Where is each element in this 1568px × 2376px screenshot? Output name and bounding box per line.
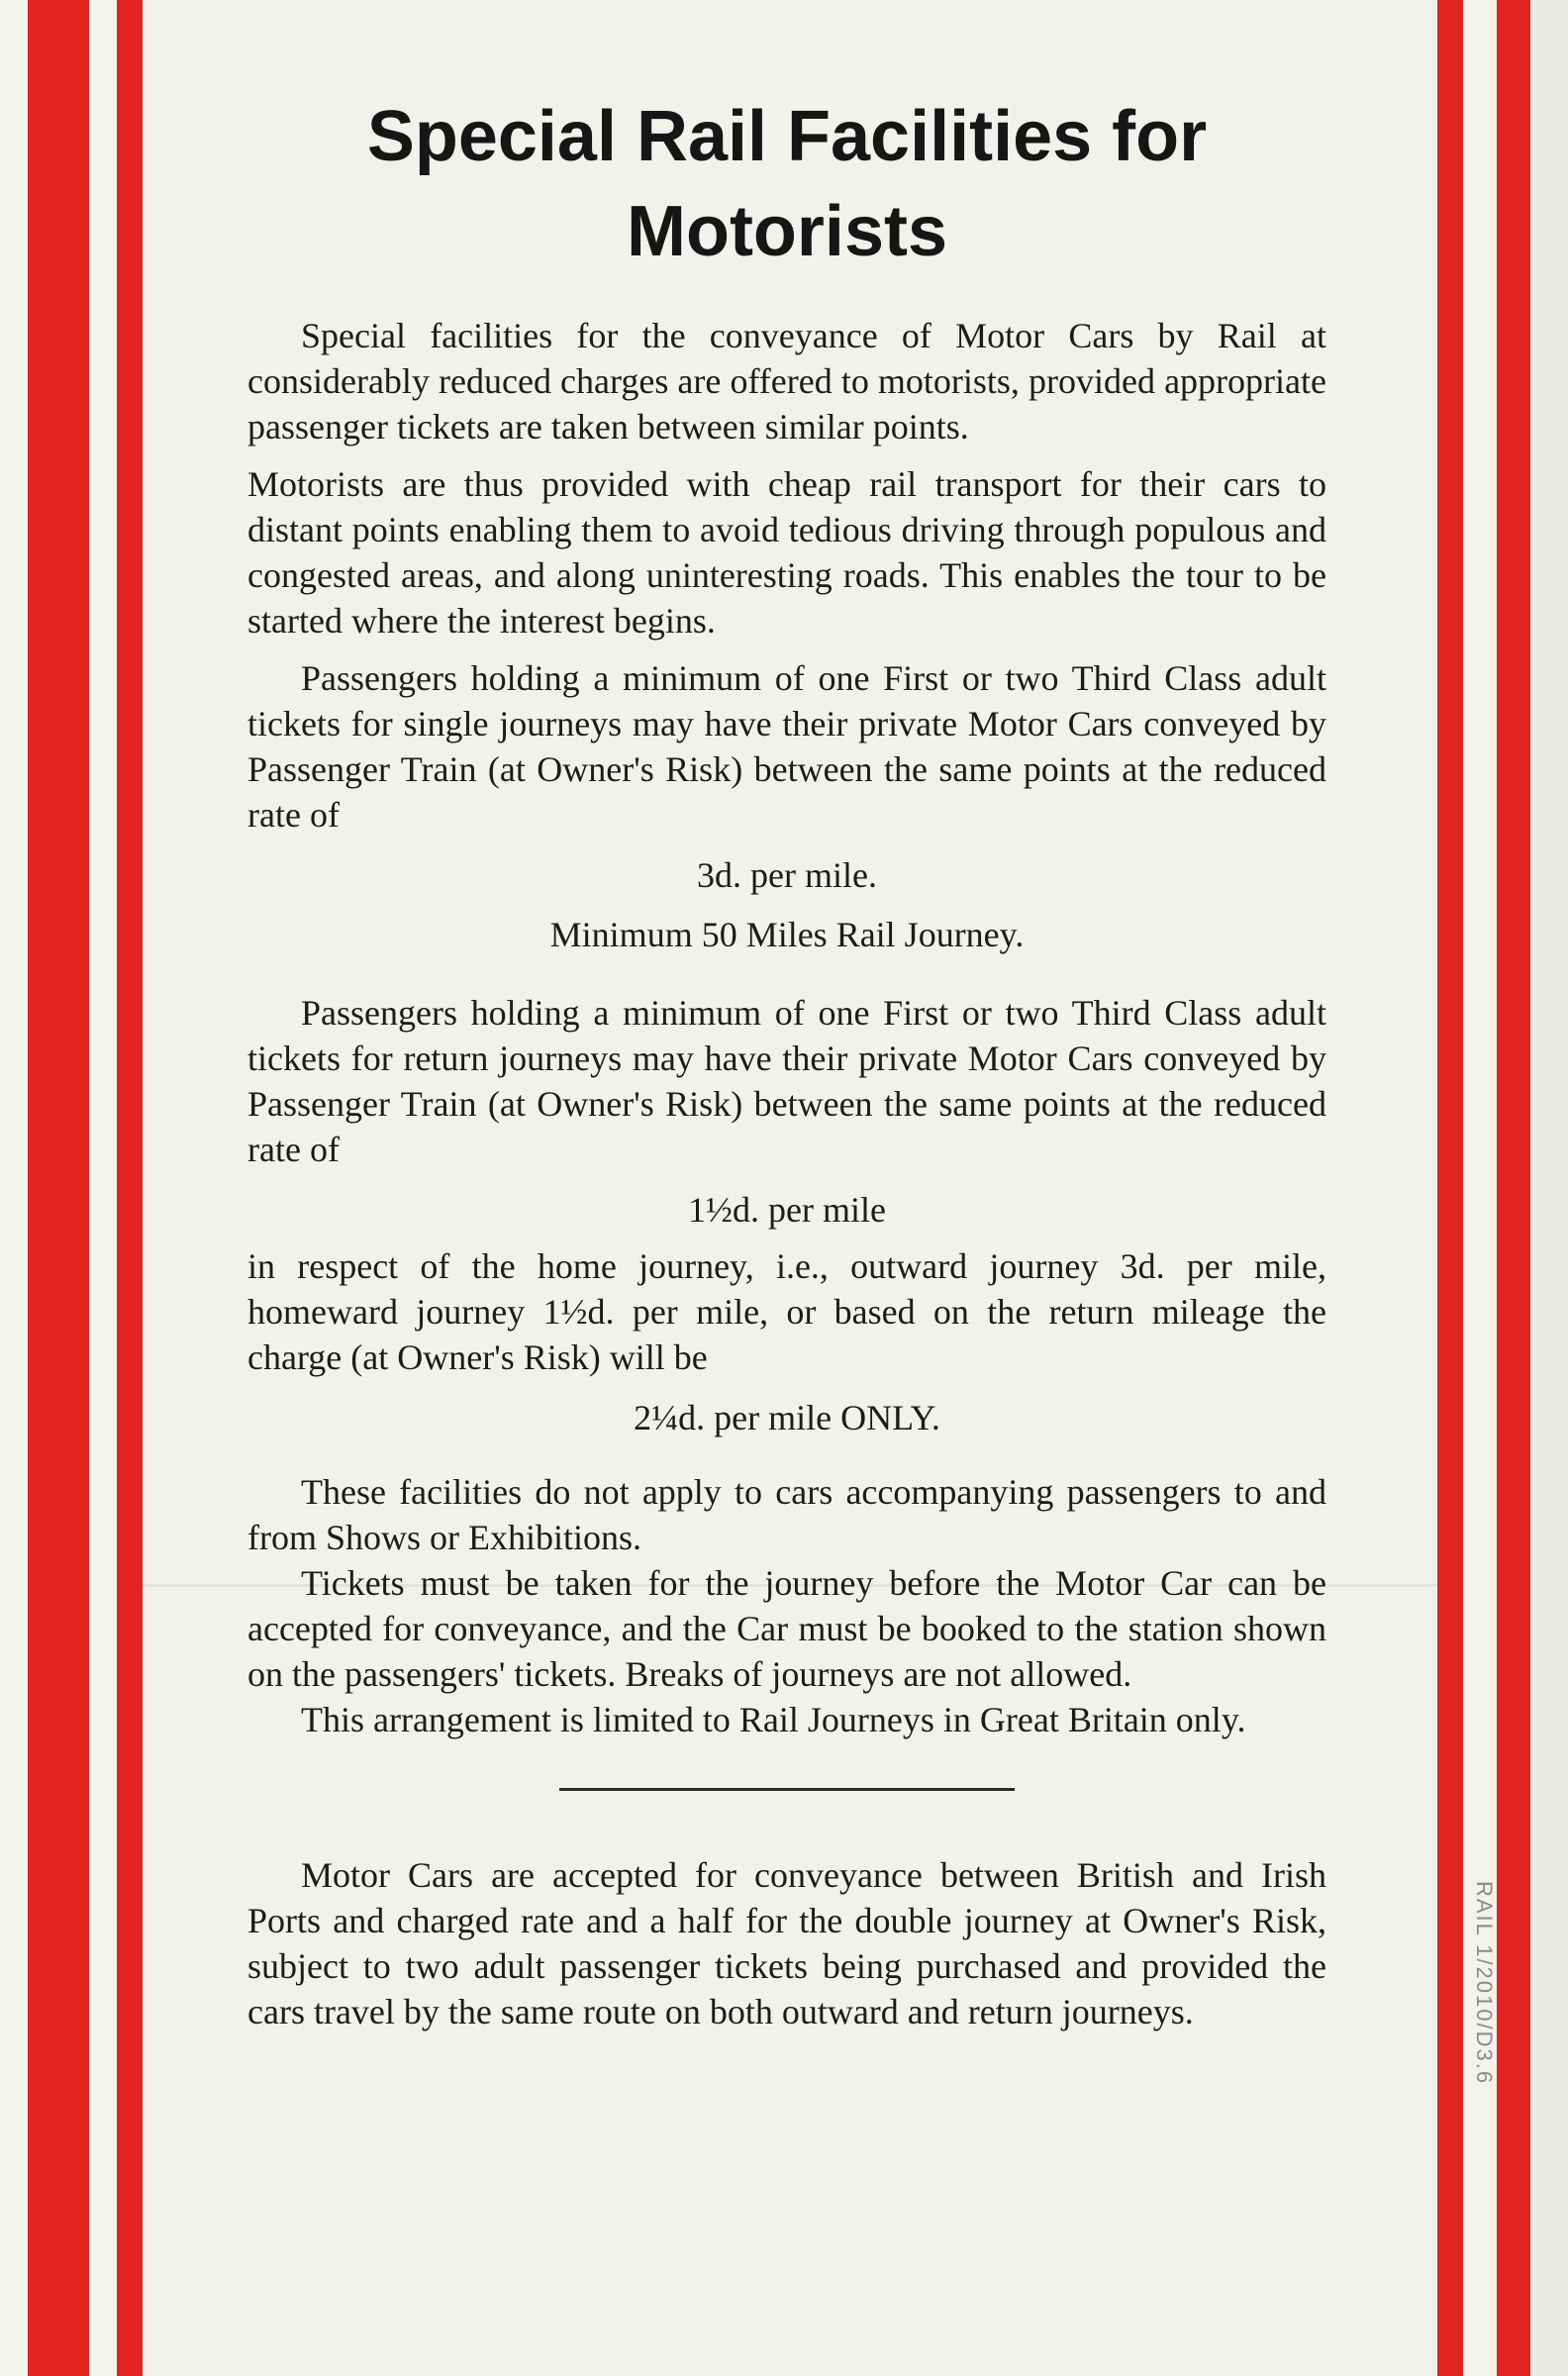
red-border-right-outer bbox=[1497, 0, 1530, 2376]
page-title: Special Rail Facilities for Motorists bbox=[366, 97, 1208, 271]
paragraph-single-journeys: Passengers holding a minimum of one First or two Third Class adult tickets for single journeys may have their private Motor Cars conveyed by Passenger Train (at Owner's Risk) between the same points at the reduced rate of bbox=[247, 658, 1326, 835]
rate-total: 2¼d. per mile ONLY. bbox=[634, 1398, 940, 1437]
minimum-distance-note: Minimum 50 Miles Rail Journey. bbox=[549, 915, 1025, 954]
page-margin-right bbox=[1530, 0, 1568, 2376]
red-border-left-outer bbox=[28, 0, 89, 2376]
paragraph-exclusions: These facilities do not apply to cars accompanying passengers to and from Shows or Exhibitions. bbox=[247, 1472, 1326, 1557]
paragraph-intro: Special facilities for the conveyance of Motor Cars by Rail at considerably reduced charges are offered to motorists, provided appropriate passenger tickets are taken between similar points. bbox=[247, 316, 1326, 446]
paragraph-return-journeys: Passengers holding a minimum of one First or two Third Class adult tickets for return journeys may have their private Motor Cars conveyed by Passenger Train (at Owner's Risk) between the same points at the reduced rate of bbox=[247, 993, 1326, 1169]
paragraph-irish-ports: Motor Cars are accepted for conveyance between British and Irish Ports and charged rate and a half for the double journey at Owner's Risk, subject to two adult passenger tickets being purchased and provided the cars travel by the same route on both outward and return journeys. bbox=[247, 1855, 1326, 2031]
leaflet-content bbox=[247, 89, 1326, 2046]
page-margin-left bbox=[0, 0, 28, 2376]
paragraph-home-journey: in respect of the home journey, i.e., outward journey 3d. per mile, homeward journey 1½d. per mile, or based on the return mileage the charge (at Owner's Risk) will be bbox=[247, 1246, 1326, 1377]
archive-reference-mark: RAIL 1/2010/D3.6 bbox=[1472, 1881, 1497, 2086]
paragraph-ticket-rules: Tickets must be taken for the journey before the Motor Car can be accepted for conveyance, and the Car must be booked to the station shown on the passengers' tickets. Breaks of journeys are not allowed. bbox=[247, 1563, 1326, 1694]
paragraph-great-britain: This arrangement is limited to Rail Journeys in Great Britain only. bbox=[301, 1700, 1246, 1739]
section-divider bbox=[559, 1788, 1015, 1791]
red-border-right-inner bbox=[1437, 0, 1463, 2376]
paragraph-benefits: Motorists are thus provided with cheap rail transport for their cars to distant points enabling them to avoid tedious driving through populous and congested areas, and along uninteresting roads. This enables the tour to be started where the interest begins. bbox=[247, 464, 1326, 641]
rate-return: 1½d. per mile bbox=[688, 1190, 886, 1230]
red-border-left-inner bbox=[117, 0, 143, 2376]
rate-single: 3d. per mile. bbox=[697, 855, 877, 895]
